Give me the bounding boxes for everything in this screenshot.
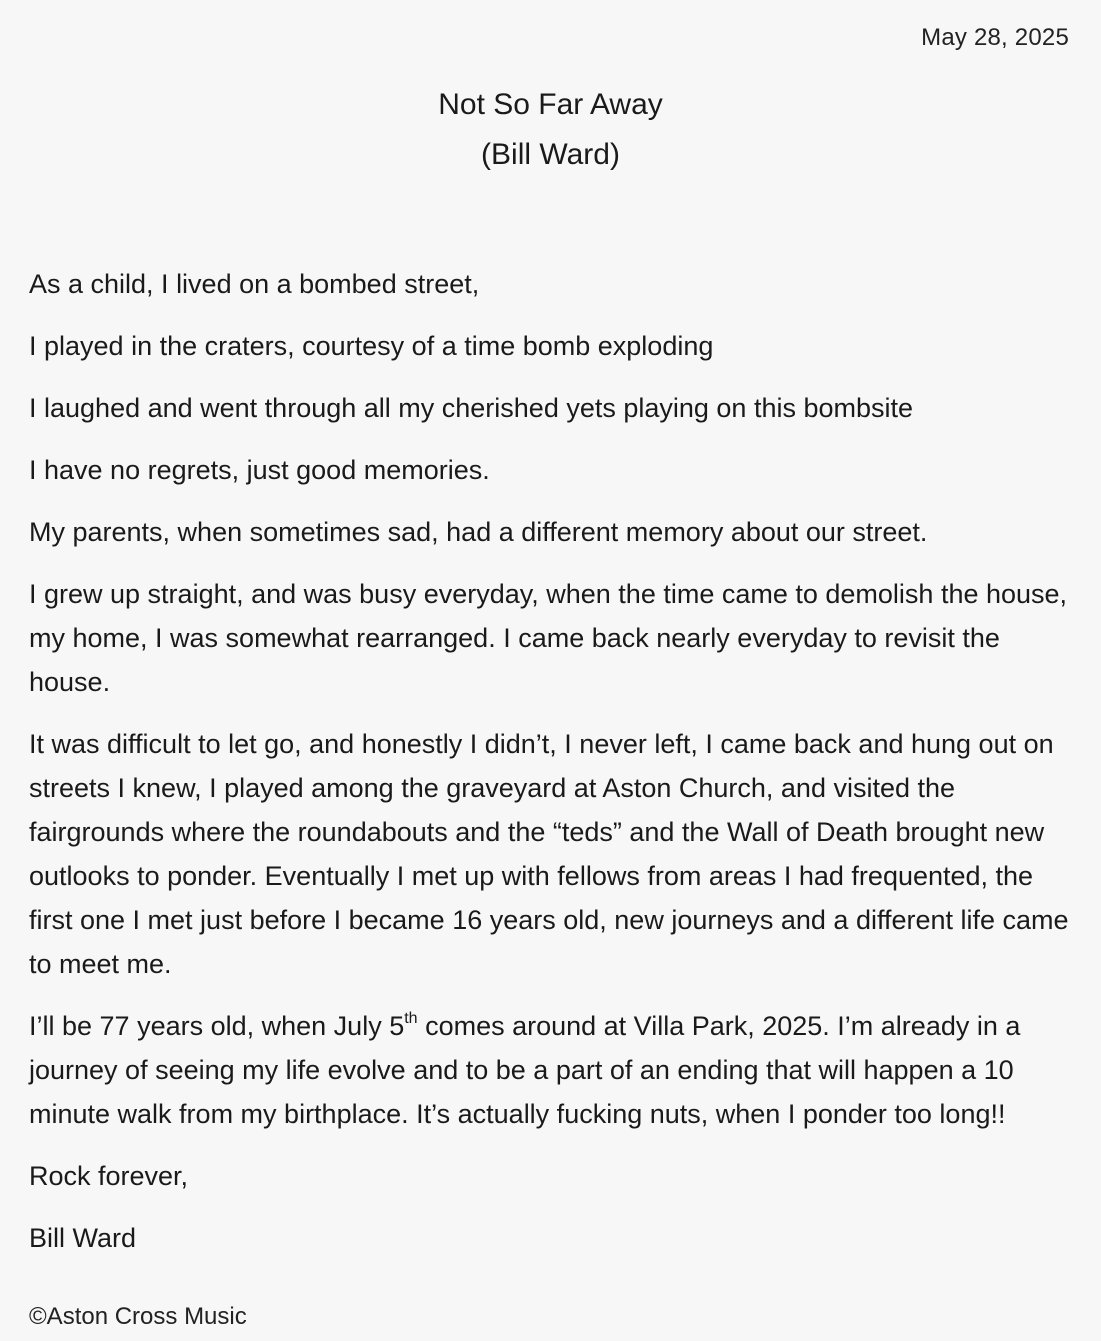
final-text-start: I’ll be 77 years old, when July 5 bbox=[29, 1011, 405, 1041]
letter-body bbox=[29, 262, 1079, 1278]
paragraph: As a child, I lived on a bombed street, bbox=[29, 269, 480, 299]
paragraph: I played in the craters, courtesy of a time bomb exploding bbox=[29, 331, 714, 361]
title-block bbox=[0, 80, 1101, 180]
letter-date: May 28, 2025 bbox=[921, 24, 1069, 51]
paragraph-final bbox=[29, 1004, 1079, 1136]
paragraph: I have no regrets, just good memories. bbox=[29, 455, 490, 485]
author-line: (Bill Ward) bbox=[481, 138, 620, 171]
signature: Bill Ward bbox=[29, 1223, 137, 1253]
page-title: Not So Far Away bbox=[438, 88, 663, 121]
paragraph: I grew up straight, and was busy everyday, when the time came to demolish the house, my home, I was somewhat rearranged. I came back nearly everyday to revisit the house. bbox=[29, 579, 1068, 697]
paragraph: My parents, when sometimes sad, had a different memory about our street. bbox=[29, 517, 928, 547]
ordinal-suffix: th bbox=[404, 1010, 418, 1027]
closing-line: Rock forever, bbox=[29, 1161, 189, 1191]
paragraph: I laughed and went through all my cherished yets playing on this bombsite bbox=[29, 393, 914, 423]
paragraph: It was difficult to let go, and honestly I didn’t, I never left, I came back and hung out on streets I knew, I played among the graveyard at Aston Church, and visited the fairgrounds where the roundabouts and the “teds” and the Wall of Death brought new outlooks to ponder. Eventually I met up with fellows from areas I had frequented, the first one I met just before I became 16 years old, new journeys and a different life came to meet me. bbox=[29, 729, 1069, 979]
copyright-notice: ©Aston Cross Music bbox=[29, 1303, 247, 1330]
final-text-end: comes around at Villa Park, 2025. I’m already in a journey of seeing my life evolve and to be a part of an ending that will happen a 10 minute walk from my birthplace. It’s actually fucking nuts, when I ponder too long!! bbox=[29, 1011, 1021, 1129]
